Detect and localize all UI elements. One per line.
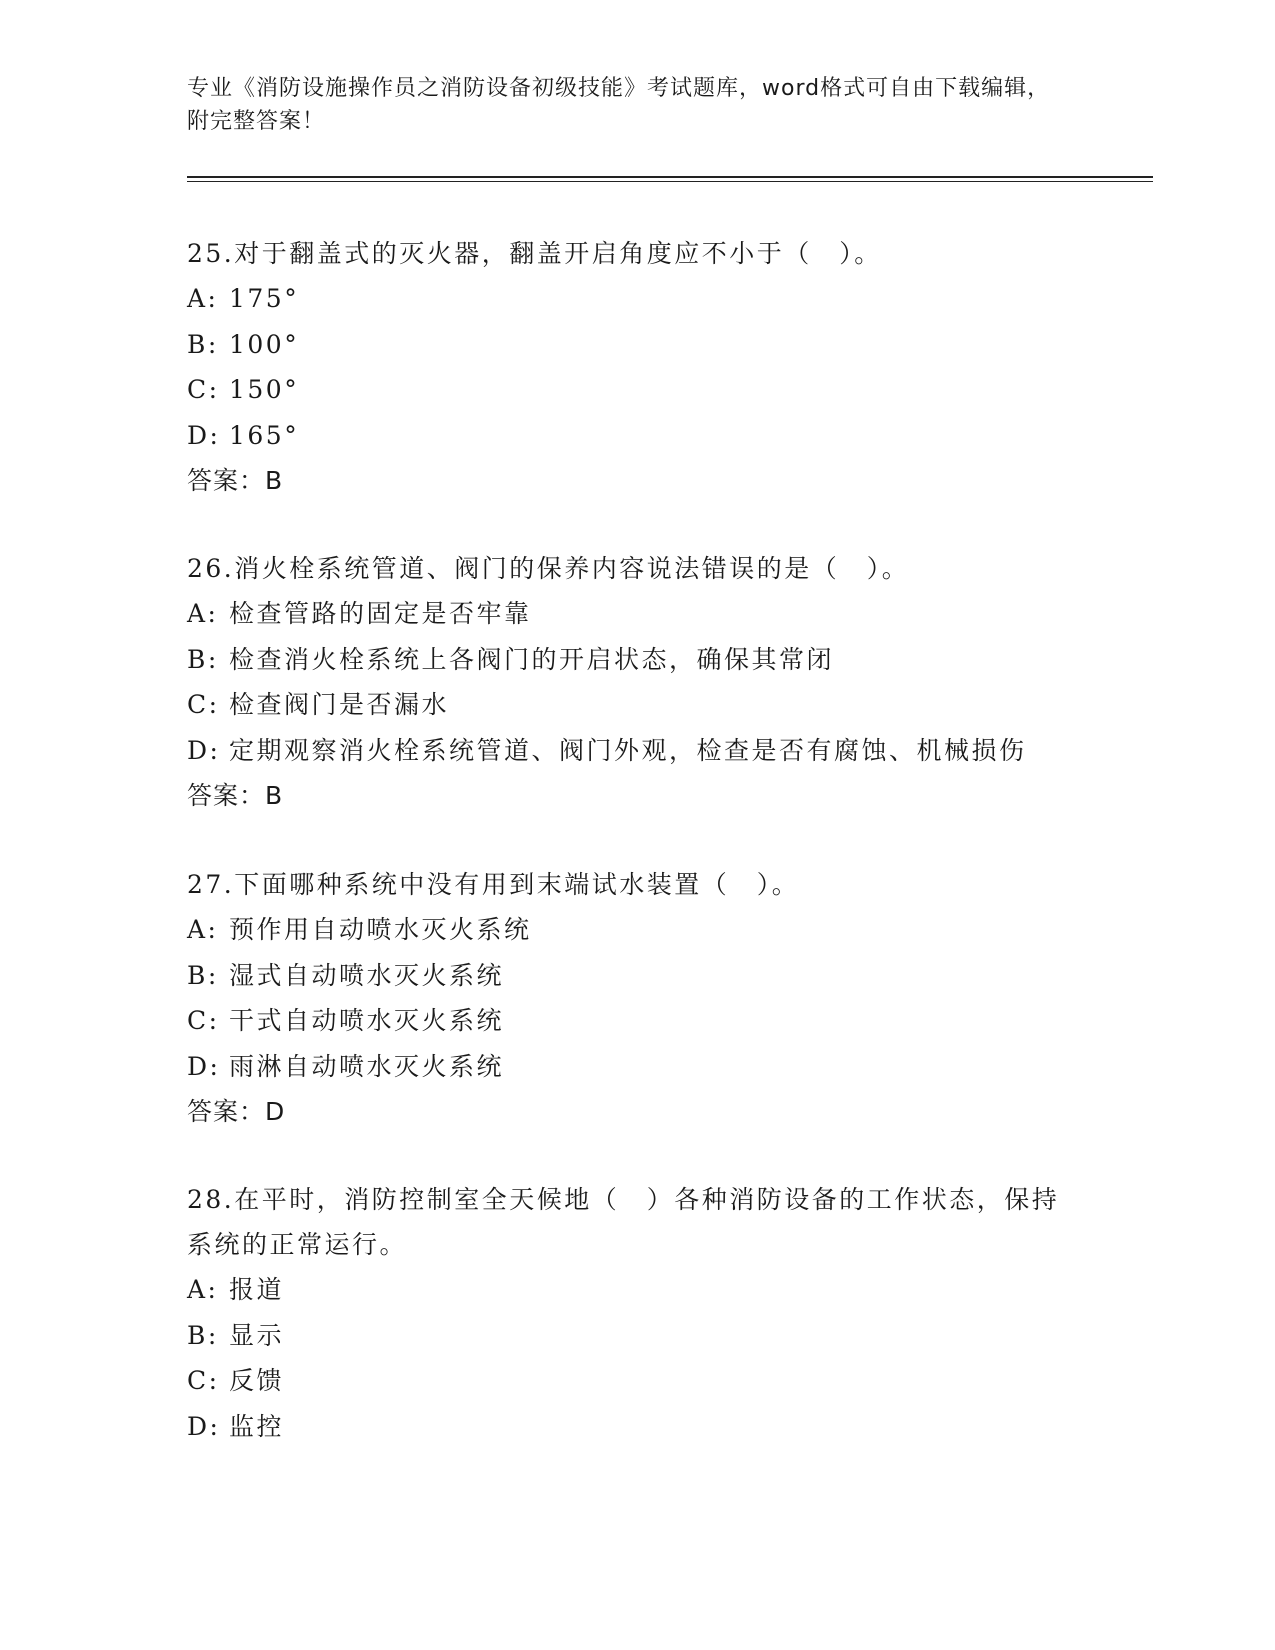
option-b (187, 953, 1087, 999)
option-b (187, 637, 1087, 683)
answer-line: 答案：B (187, 466, 284, 495)
option-text: 监控 (229, 1411, 285, 1441)
option-key: C: (187, 375, 220, 404)
option-c (187, 367, 1087, 413)
option-a (187, 276, 1087, 322)
option-text: 报道 (229, 1275, 285, 1304)
question-26 (187, 546, 1087, 819)
answer-line: 答案：D (187, 1097, 286, 1126)
option-text: 175° (229, 284, 300, 313)
option-text: 检查管路的固定是否牢靠 (229, 599, 532, 628)
option-a (187, 591, 1087, 637)
option-text: 定期观察消火栓系统管道、阀门外观，检查是否有腐蚀、机械损伤 (229, 735, 1027, 765)
answer-line: 答案：B (187, 781, 284, 810)
option-key: D: (187, 1411, 221, 1441)
header-divider-thin (187, 181, 1153, 182)
question-27 (187, 862, 1087, 1135)
option-key: C: (187, 1366, 220, 1395)
option-key: B: (187, 960, 219, 990)
option-text: 干式自动喷水灭火系统 (229, 1006, 505, 1035)
option-key: C: (187, 690, 220, 719)
option-b (187, 1313, 1067, 1359)
option-key: B: (187, 1320, 219, 1350)
question-25 (187, 231, 1087, 504)
option-text: 检查消火栓系统上各阀门的开启状态，确保其常闭 (229, 644, 835, 674)
option-text: 150° (229, 375, 300, 404)
option-key: D: (187, 1051, 221, 1081)
option-c (187, 998, 1087, 1044)
option-d (187, 728, 1087, 774)
option-key: B: (187, 644, 219, 674)
question-stem: 28.在平时，消防控制室全天候地（ ）各种消防设备的工作状态，保持系统的正常运行。 (187, 1185, 1060, 1259)
option-d (187, 413, 1087, 459)
option-key: D: (187, 420, 221, 450)
question-stem: 25.对于翻盖式的灭火器，翻盖开启角度应不小于（ ）。 (187, 239, 882, 268)
option-text: 湿式自动喷水灭火系统 (229, 960, 505, 990)
option-d (187, 1044, 1087, 1090)
option-d (187, 1404, 1067, 1450)
option-a (187, 907, 1087, 953)
option-c (187, 1358, 1067, 1404)
option-text: 显示 (229, 1320, 285, 1350)
option-key: B: (187, 329, 219, 359)
option-key: D: (187, 735, 221, 765)
option-text: 反馈 (229, 1366, 285, 1395)
document-header: 专业《消防设施操作员之消防设备初级技能》考试题库，word格式可自由下载编辑，附完整答案！ (187, 76, 1051, 134)
header-divider (187, 176, 1153, 178)
option-a (187, 1267, 1067, 1313)
question-stem: 26.消火栓系统管道、阀门的保养内容说法错误的是（ ）。 (187, 554, 910, 583)
option-key: C: (187, 1006, 220, 1035)
question-stem: 27.下面哪种系统中没有用到末端试水装置（ ）。 (187, 870, 800, 899)
option-key: A: (187, 599, 219, 628)
question-28 (187, 1177, 1067, 1449)
option-key: A: (187, 1275, 219, 1304)
option-key: A: (187, 915, 219, 944)
option-text: 预作用自动喷水灭火系统 (229, 915, 532, 944)
option-b (187, 322, 1087, 368)
option-c (187, 682, 1087, 728)
option-key: A: (187, 284, 219, 313)
option-text: 检查阀门是否漏水 (229, 690, 450, 719)
option-text: 165° (229, 420, 300, 450)
option-text: 雨淋自动喷水灭火系统 (229, 1051, 505, 1081)
option-text: 100° (229, 329, 300, 359)
